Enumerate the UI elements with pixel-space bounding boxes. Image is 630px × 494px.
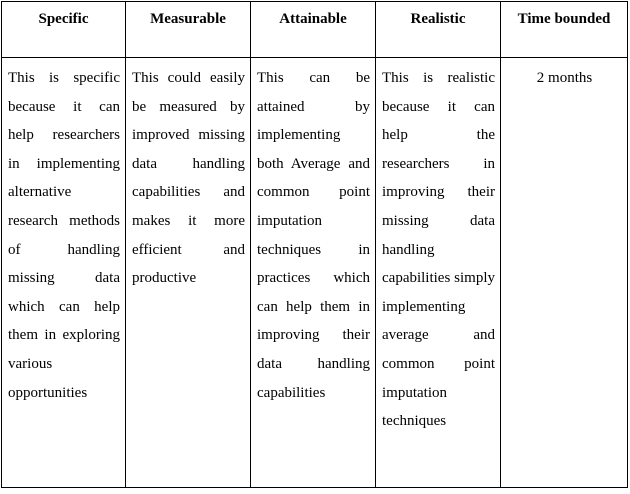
header-realistic: Realistic — [376, 2, 501, 58]
cell-realistic-text: This is realistic because it can help the researchers in improving their missing data handling capabilities simply implementing average and common point imputation techniques — [382, 70, 495, 430]
header-measurable: Measurable — [126, 2, 251, 58]
table-row — [2, 58, 628, 488]
cell-time-bounded[interactable] — [501, 58, 628, 488]
cell-attainable-text: This can be attained by implementing both Average and common point imputation techniques in practices which can help them in improving their data handling capabilities — [257, 70, 370, 401]
header-time-bounded: Time bounded — [501, 2, 628, 58]
cell-realistic[interactable] — [376, 58, 501, 488]
cell-measurable-text: This could easily be measured by improved missing data handling capabilities and makes it more efficient and productive — [132, 70, 245, 287]
cell-measurable[interactable] — [126, 58, 251, 488]
cell-time-bounded-text: 2 months — [536, 70, 593, 86]
header-row — [2, 2, 628, 58]
cell-specific[interactable] — [2, 58, 126, 488]
smart-goals-table — [1, 1, 628, 488]
header-specific: Specific — [2, 2, 126, 58]
cell-attainable[interactable] — [251, 58, 376, 488]
cell-specific-text: This is specific because it can help researchers in implementing alternative research methods of handling missing data which can help them in exploring various opportunities — [8, 70, 120, 401]
header-attainable: Attainable — [251, 2, 376, 58]
